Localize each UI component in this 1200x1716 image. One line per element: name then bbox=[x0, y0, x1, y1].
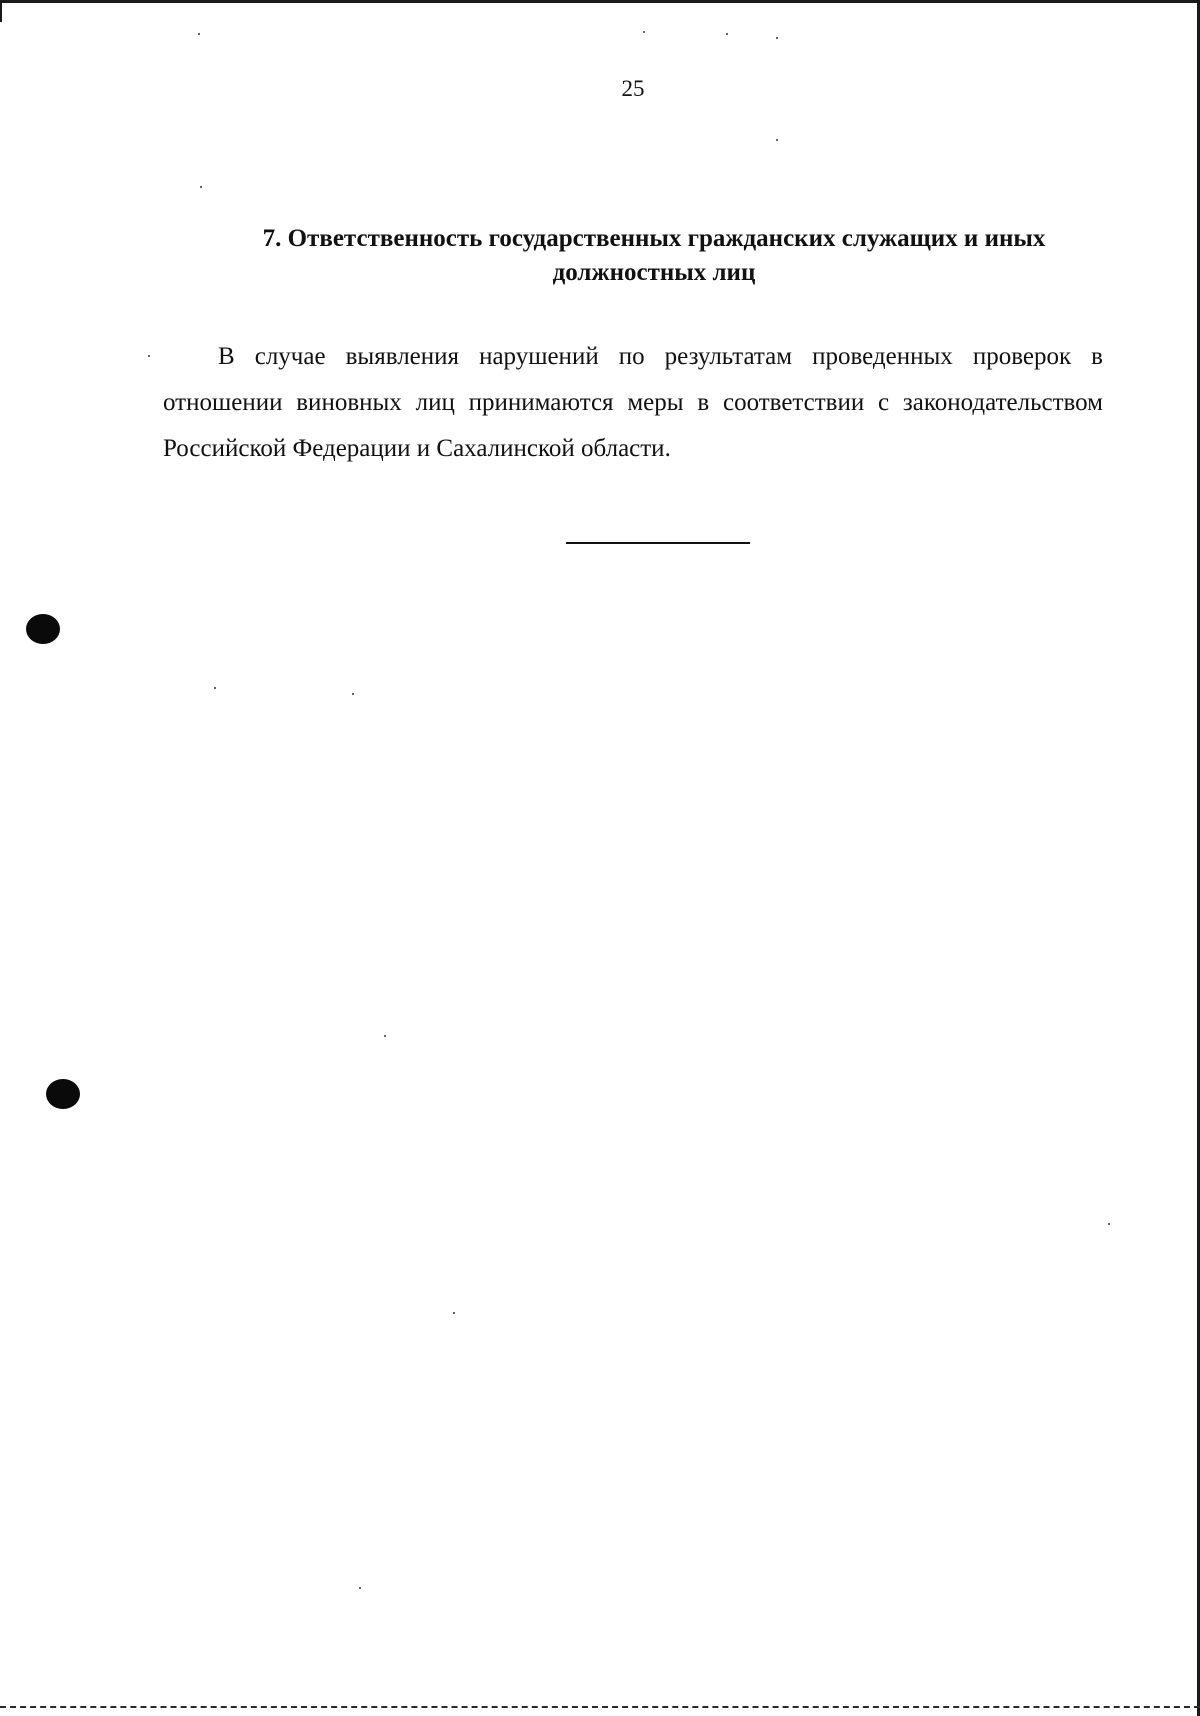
scan-edge-top bbox=[0, 0, 1200, 3]
scan-speck bbox=[726, 33, 728, 35]
punch-hole-icon bbox=[46, 1079, 80, 1109]
page-number: 25 bbox=[621, 76, 645, 101]
punch-hole-icon bbox=[26, 614, 60, 644]
scan-speck bbox=[359, 1587, 361, 1589]
scan-speck bbox=[214, 687, 216, 689]
end-rule bbox=[566, 542, 750, 544]
scan-speck bbox=[384, 1035, 386, 1037]
scan-speck bbox=[776, 37, 778, 39]
scan-speck bbox=[643, 31, 645, 33]
scan-speck bbox=[1108, 1223, 1110, 1225]
scan-speck bbox=[148, 355, 150, 357]
scan-edge-bottom bbox=[0, 1706, 1200, 1708]
scan-speck bbox=[200, 186, 202, 188]
scan-edge-left bbox=[0, 0, 2, 22]
scan-speck bbox=[352, 693, 354, 695]
scan-speck bbox=[776, 139, 778, 141]
scan-speck bbox=[198, 33, 200, 35]
body-paragraph: В случае выявления нарушений по результатам проведенных проверок в отношении виновных лиц принимаются меры в соответствии с законодательством Российской Федерации и Сахалинской области. bbox=[163, 343, 1103, 462]
scan-speck bbox=[453, 1312, 455, 1314]
section-title: 7. Ответственность государственных гражданских служащих и иных должностных лиц bbox=[262, 225, 1046, 286]
